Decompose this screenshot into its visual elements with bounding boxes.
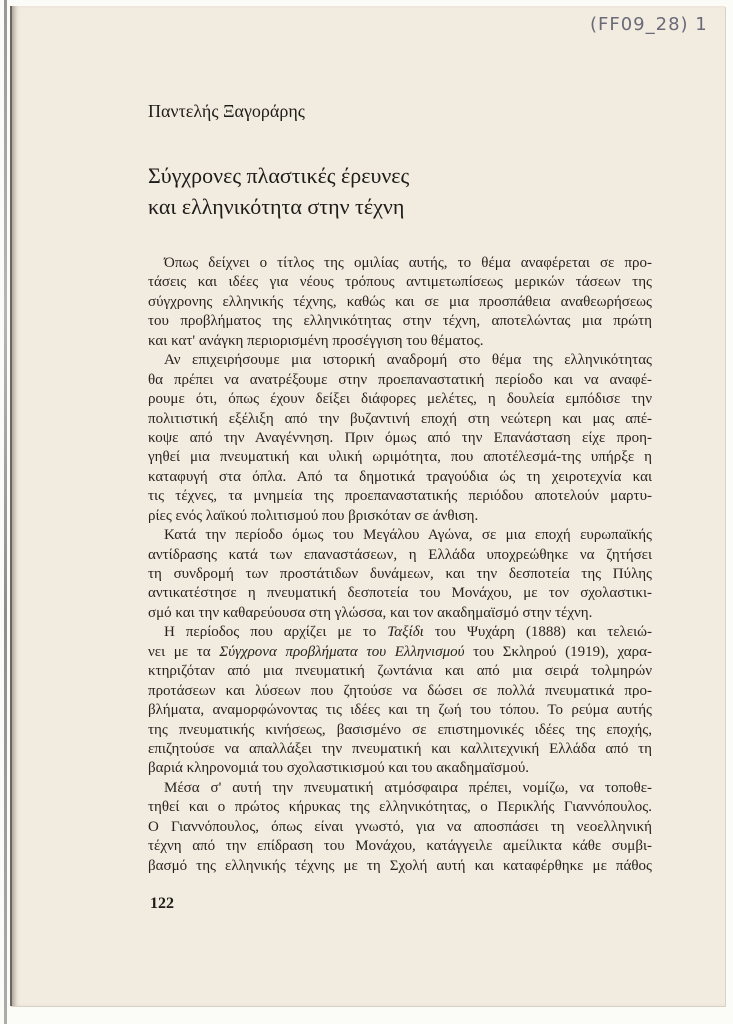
text-line [148,623,652,642]
text-line [148,740,652,759]
text-line [148,410,652,429]
text-line [148,857,652,876]
text-line [148,643,652,662]
text-span: κοψε από την Αναγέννηση. Πριν όμως από την Επανάσταση είχε προη- [148,429,652,446]
text-span: τάσεις και ιδέες για νέους τρόπους αντιμετωπίσεως μερικών τάσεων της [148,274,652,291]
text-line [148,429,652,448]
paragraph [148,779,652,876]
text-line [148,293,652,312]
text-span: ρουμε ότι, όπως έχουν δείξει διάφορες μελέτες, η δουλεία εμπόδισε την [148,391,652,408]
text-line [148,818,652,837]
text-span: τις τέχνες, τα μνημεία της προεπαναστατικής περιόδου αποτελούν μαρτυ- [148,488,652,505]
text-span: Η περίοδος που αρχίζει με το [164,624,388,641]
italic-title: Ταξίδι [387,624,424,641]
text-line [148,351,652,370]
text-span: γηθεί μια πνευματική και υλική ωριμότητα, που αποτέλεσμά-της υπήρξε η [148,449,652,466]
paragraph [148,526,652,623]
text-line [148,584,652,603]
title-line: Σύγχρονες πλαστικές έρευνες [148,163,410,188]
text-line [148,448,652,467]
text-span: τέχνη από την επίδραση του Μονάχου, κατάγγειλε αμείλικτα κάθε συμβι- [148,838,652,855]
text-line [148,487,652,506]
text-span: τη συνδρομή των προστάτιδων δυνάμεων, και την δεσποτεία της Πύλης [148,566,652,582]
author-name: Παντελής Ξαγοράρης [148,101,305,121]
text-span: βασμό της ελληνικής τέχνης με τη Σχολή αυτή και καταφέρθηκε με πάθος [148,857,652,874]
text-line [148,273,652,292]
text-span: σμό και την καθαρεύουσα στη γλώσσα, και τον ακαδημαϊσμό στην τέχνη. [148,604,593,621]
text-span: τηθεί και ο πρώτος κήρυκας της ελληνικότητας, ο Περικλής Γιαννόπουλος. [148,799,652,816]
scan-edge [4,0,7,1024]
text-line [148,837,652,856]
text-line [148,332,652,351]
text-span: καταφυγή στα όπλα. Από τα δημοτικά τραγούδια ώς τη χειροτεχνία και [148,468,652,485]
text-span: και κατ' ανάγκη περιορισμένη προσέγγιση του θέματος. [148,332,484,349]
text-span: Μέσα σ' αυτή την πνευματική ατμόσφαιρα πρέπει, νομίζω, να τοποθε- [164,779,652,796]
text-span: Όπως δείχνει ο τίτλος της ομιλίας αυτής, το θέμα αναφέρεται σε προ- [164,255,652,271]
text-line [148,390,652,409]
paragraph [148,254,652,351]
text-line [148,546,652,565]
text-span: βαριά κληρονομιά του σχολαστικισμού και του ακαδημαϊσμού. [148,760,529,777]
text-span: νει με τα [148,643,220,660]
text-line [148,468,652,487]
text-line [148,662,652,681]
paragraph [148,351,652,526]
text-line [148,604,652,623]
text-line [148,526,652,545]
text-line [148,682,652,701]
text-line [148,798,652,817]
text-span: της πνευματικής κινήσεως, βασισμένο σε επιστημονικές ιδέες της εποχής, [148,721,652,738]
paragraph [148,623,652,779]
text-line [148,759,652,778]
text-line [148,721,652,740]
text-span: προτάσεων και λύσεων που ζητούσε να δώσει σε πολλά πνευματικά προ- [148,682,652,699]
text-line [148,701,652,720]
text-span: κτηριζόταν από μια πνευματική ζωντάνια και από μια σειρά τολμηρών [148,663,652,680]
text-span: του Σκληρού (1919), χαρα- [464,643,652,660]
page-number: 122 [150,895,174,912]
text-span: αντίδρασης κατά των επαναστάσεων, η Ελλάδα υποχρεώθηκε να ζητήσει [148,546,652,563]
handwritten-note: (FF09_28) 1 [590,14,708,35]
text-span: επιζητούσε να απαλλάξει την πνευματική και καλλιτεχνική Ελλάδα από τη [148,740,652,757]
article-title [148,160,409,222]
text-span: του Ψυχάρη (1888) και τελειώ- [423,624,652,641]
text-span: Ο Γιαννόπουλος, όπως είναι γνωστό, για να αποσπάσει τη νεοελληνική [148,818,652,835]
text-line [148,312,652,331]
text-span: ρίες ενός λαϊκού πολιτισμού που βρισκόταν σε άνθιση. [148,507,479,524]
text-span: Αν επιχειρήσουμε μια ιστορική αναδρομή στο θέμα της ελληνικότητας [164,352,652,369]
text-line [148,779,652,798]
article-body [148,254,652,876]
text-span: αντικατέστησε η πνευματική δεσποτεία του Μονάχου, με τον σχολαστικι- [148,585,652,602]
text-span: βλήματα, αναμορφώνοντας τις ιδέες και τη ζωή του τόπου. Το ρεύμα αυτής [148,702,652,719]
text-line [148,507,652,526]
title-line: και ελληνικότητα στην τέχνη [148,194,405,219]
italic-title: Σύγχρονα προβλήματα του Ελληνισμού [219,643,465,660]
text-span: του προβλήματος της ελληνικότητας στην τέχνη, αποτελώντας μια πρώτη [148,313,652,330]
text-span: πολιτιστική εξέλιξη από την βυζαντινή εποχή στη νεώτερη και μας απέ- [148,410,652,427]
text-span: Κατά την περίοδο όμως του Μεγάλου Αγώνα, σε μια εποχή ευρωπαϊκής [164,527,652,544]
text-span: θα πρέπει να ανατρέξουμε στην προεπαναστατική περίοδο και να αναφέ- [148,371,652,388]
text-line [148,371,652,390]
text-line [148,254,652,273]
text-line [148,565,652,584]
text-span: σύγχρονης ελληνικής τέχνης, καθώς και σε μια προσπάθεια αναθεωρήσεως [148,293,652,310]
